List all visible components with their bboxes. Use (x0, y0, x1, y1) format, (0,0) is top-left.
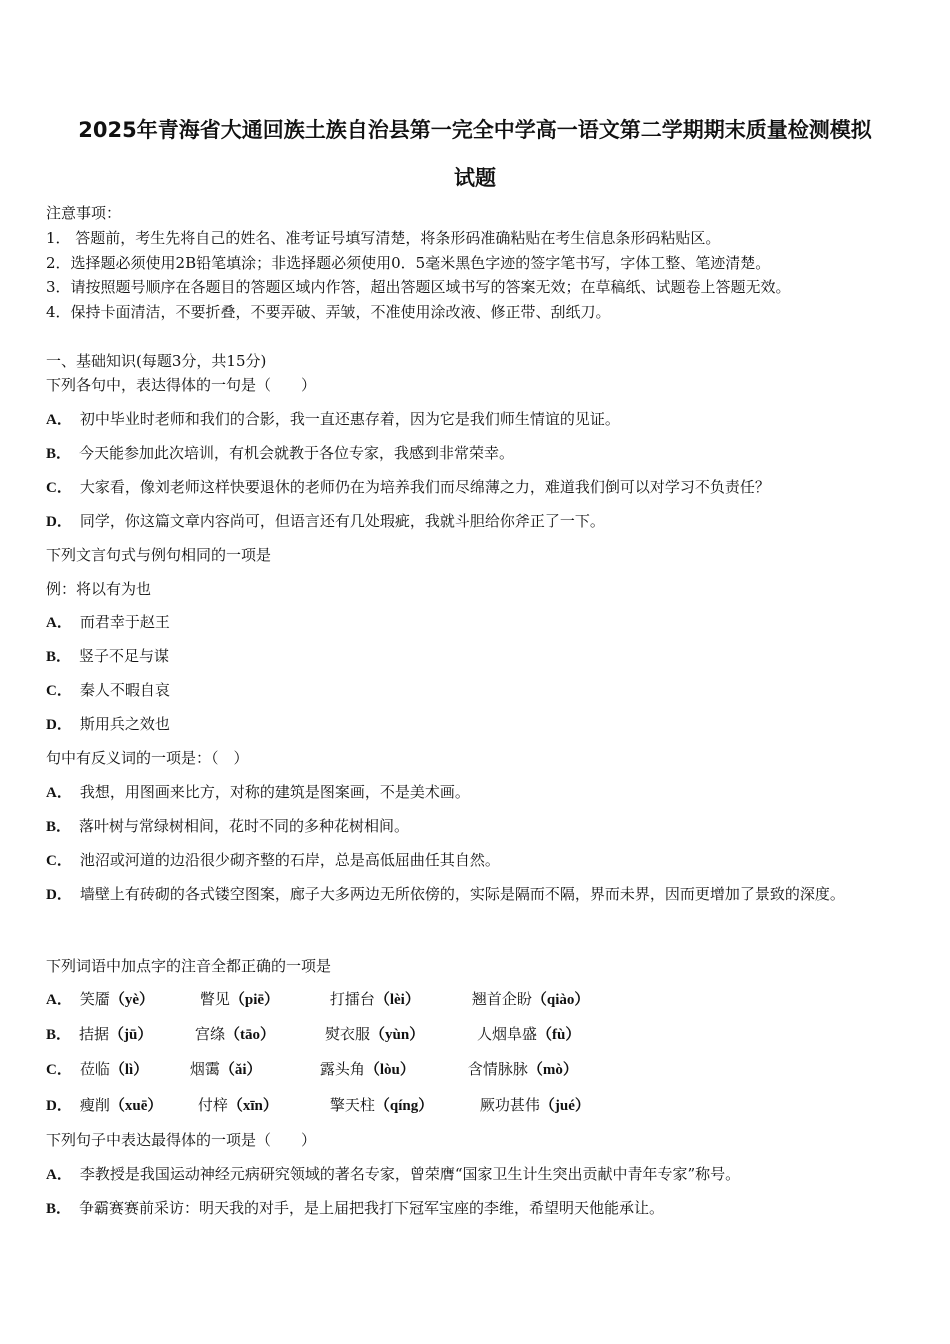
question-option (46, 1095, 590, 1116)
question-option (46, 646, 169, 667)
option-label: B． (46, 819, 72, 835)
option-label: C． (46, 1062, 72, 1078)
pinyin-word: 拮据（jū） (79, 1025, 153, 1043)
pinyin-word: 笑靥（yè） (79, 990, 155, 1008)
notice-item: 3．请按照题号顺序在各题目的答题区域内作答，超出答题区域书写的答案无效；在草稿纸、试题卷上答题无效。 (46, 278, 791, 296)
question-option (46, 1024, 580, 1045)
question-option (46, 714, 170, 735)
option-text: 斯用兵之效也 (79, 715, 170, 733)
option-label: A． (46, 615, 72, 631)
question-example: 例：将以有为也 (46, 580, 152, 598)
option-text: 墙壁上有砖砌的各式镂空图案，廊子大多两边无所依傍的，实际是隔而不隔，界而未界，因而更增加了景致的深度。 (79, 885, 845, 903)
notice-item: 4．保持卡面清洁，不要折叠，不要弄破、弄皱，不准使用涂改液、修正带、刮纸刀。 (46, 303, 611, 321)
question-option (46, 1164, 740, 1185)
question-stem: 下列词语中加点字的注音全都正确的一项是 (46, 957, 332, 975)
question-option (46, 816, 409, 837)
question-stem: 下列各句中，表达得体的一句是（ ） (46, 376, 317, 394)
question-option (46, 850, 500, 871)
question-stem: 下列句子中表达最得体的一项是（ ） (46, 1131, 317, 1149)
question-stem: 下列文言句式与例句相同的一项是 (46, 546, 272, 564)
pinyin-word: 付梓（xīn） (197, 1096, 278, 1114)
notice-heading: 注意事项： (46, 204, 122, 222)
option-text: 同学，你这篇文章内容尚可，但语言还有几处瑕疵，我就斗胆给你斧正了一下。 (79, 512, 605, 530)
option-text: 争霸赛赛前采访：明天我的对手，是上届把我打下冠军宝座的李维，希望明天他能承让。 (79, 1199, 665, 1217)
pinyin-word: 瞥见（piē） (199, 990, 280, 1008)
pinyin-word: 烟霭（ǎi） (189, 1060, 262, 1078)
option-label: A． (46, 992, 72, 1008)
option-label: A． (46, 412, 72, 428)
option-text: 初中毕业时老师和我们的合影，我一直还惠存着，因为它是我们师生情谊的见证。 (79, 410, 620, 428)
option-label: D． (46, 1098, 72, 1114)
option-label: B． (46, 446, 72, 462)
option-text: 落叶树与常绿树相间，花时不同的多种花树相间。 (79, 817, 410, 835)
option-text: 竖子不足与谋 (79, 647, 170, 665)
question-option (46, 1059, 578, 1080)
pinyin-word: 熨衣服（yùn） (325, 1025, 425, 1043)
pinyin-word: 含情脉脉（mò） (467, 1060, 578, 1078)
pinyin-word: 翘首企盼（qiào） (471, 990, 590, 1008)
option-text: 大家看，像刘老师这样快要退休的老师仍在为培养我们而尽绵薄之力，难道我们倒可以对学习不负责任？ (79, 478, 770, 496)
pinyin-word: 宫绦（tāo） (195, 1025, 276, 1043)
question-option (46, 511, 605, 532)
pinyin-word: 莅临（lì） (79, 1060, 149, 1078)
section-heading: 一、基础知识(每题3分，共15分) (46, 352, 267, 370)
question-option (46, 680, 170, 701)
pinyin-word: 瘦削（xuē） (79, 1096, 163, 1114)
pinyin-word: 擎天柱（qíng） (329, 1096, 434, 1114)
option-label: B． (46, 1201, 72, 1217)
question-option (46, 1198, 664, 1219)
option-label: B． (46, 1027, 72, 1043)
question-option (46, 782, 470, 803)
question-option (46, 443, 514, 464)
question-option (46, 477, 770, 498)
option-label: B． (46, 649, 72, 665)
option-label: D． (46, 887, 72, 903)
notice-item: 2．选择题必须使用2B铅笔填涂；非选择题必须使用0．5毫米黑色字迹的签字笔书写，字体工整、笔迹清楚。 (46, 254, 771, 272)
option-label: D． (46, 514, 72, 530)
question-option (46, 877, 906, 912)
document-title-line2: 试题 (454, 166, 496, 190)
question-option (46, 989, 589, 1010)
option-label: C． (46, 480, 72, 496)
document-title-line1: 2025年青海省大通回族土族自治县第一完全中学高一语文第二学期期末质量检测模拟 (78, 118, 872, 142)
pinyin-word: 打擂台（lèi） (329, 990, 420, 1008)
option-text: 池沼或河道的边沿很少砌齐整的石岸，总是高低屈曲任其自然。 (79, 851, 500, 869)
question-option (46, 612, 170, 633)
pinyin-word: 人烟阜盛（fù） (477, 1025, 581, 1043)
option-text: 我想，用图画来比方，对称的建筑是图案画，不是美术画。 (79, 783, 470, 801)
option-text: 而君幸于赵王 (79, 613, 170, 631)
option-text: 秦人不暇自哀 (79, 681, 170, 699)
option-label: A． (46, 785, 72, 801)
pinyin-word: 露头角（lòu） (319, 1060, 415, 1078)
question-option (46, 409, 620, 430)
question-stem: 句中有反义词的一项是：（ ） (46, 749, 249, 767)
pinyin-word: 厥功甚伟（jué） (479, 1096, 590, 1114)
option-text: 今天能参加此次培训，有机会就教于各位专家，我感到非常荣幸。 (79, 444, 515, 462)
option-label: D． (46, 717, 72, 733)
option-label: A． (46, 1167, 72, 1183)
option-label: C． (46, 853, 72, 869)
option-label: C． (46, 683, 72, 699)
notice-item: 1． 答题前，考生先将自己的姓名、准考证号填写清楚，将条形码准确粘贴在考生信息条形码粘贴区。 (46, 229, 721, 247)
option-text: 李教授是我国运动神经元病研究领域的著名专家，曾荣膺“国家卫生计生突出贡献中青年专家”称号。 (79, 1165, 741, 1183)
